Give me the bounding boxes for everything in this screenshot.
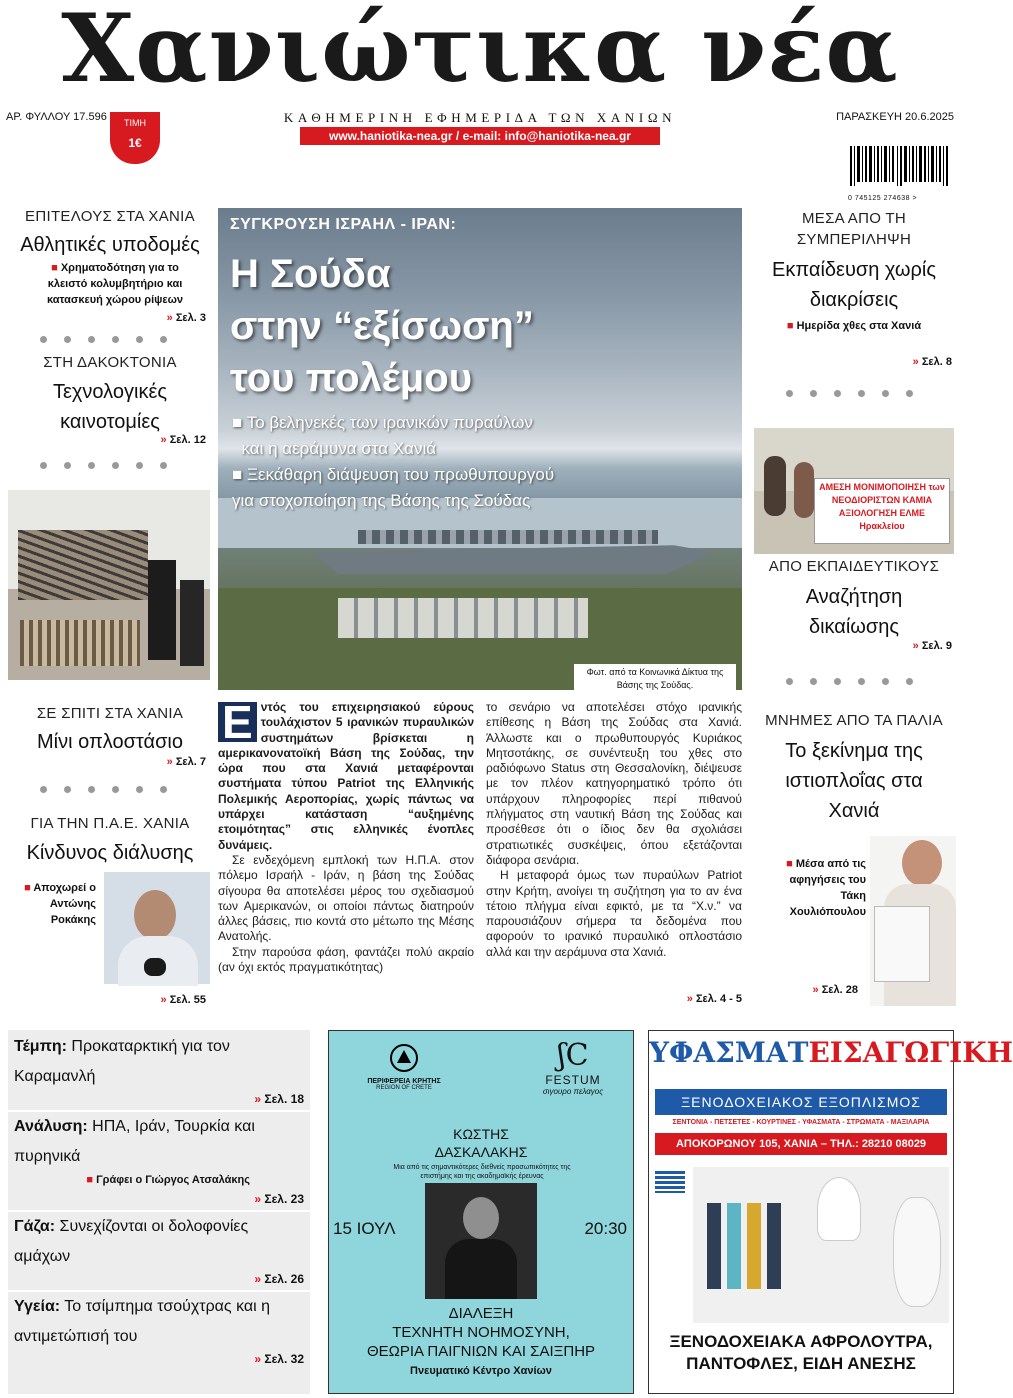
right-item-1-page[interactable]: » Σελ. 8	[912, 356, 952, 368]
left-item-1-sub: ■ Χρηματοδότηση για το κλειστό κολυμβητήριο και κατασκευή χώρου ρίψεων	[46, 262, 184, 306]
shop-products-photo	[693, 1167, 949, 1323]
price-badge	[110, 112, 160, 164]
brief-2[interactable]: Ανάλυση: ΗΠΑ, Ιράν, Τουρκία και πυρηνικά	[14, 1118, 255, 1165]
briefs-box	[8, 1030, 310, 1394]
right-item-2-title[interactable]: Αναζήτηση δικαίωσης	[805, 586, 903, 638]
brief-1-page[interactable]: » Σελ. 18	[254, 1092, 304, 1106]
contact-bar[interactable]: www.haniotika-nea.gr / e-mail: info@haniotika-nea.gr	[300, 127, 660, 145]
brief-4[interactable]: Υγεία: Το τσίμπημα τσούχτρας και η αντιμετώπισή του	[14, 1298, 271, 1345]
left-item-3-page[interactable]: » Σελ. 7	[166, 756, 206, 768]
brief-3[interactable]: Γάζα: Συνεχίζονται οι δολοφονίες αμάχων	[14, 1218, 249, 1265]
event-type: ΔΙΑΛΕΞΗ	[448, 1305, 514, 1322]
greek-flag-icon	[655, 1171, 685, 1193]
tagline: ΚΑΘΗΜΕΡΙΝΗ ΕΦΗΜΕΡΙΔΑ ΤΩΝ ΧΑΝΙΩΝ	[283, 110, 677, 125]
left-item-4-sub: ■ Αποχωρεί ο Αντώνης Ροκάκης	[24, 882, 96, 926]
separator-dots	[786, 678, 913, 685]
speaker-desc: Μια από τις σημαντικότερες διεθνείς προσωπικότητες της επιστήμης και της ακαδημαϊκής έρευνας	[393, 1164, 571, 1180]
right-item-3-sub: ■ Μέσα από τις αφηγήσεις του Τάκη Χουλιόπουλου	[786, 858, 866, 918]
barcode	[848, 146, 956, 200]
separator-dots	[40, 462, 167, 469]
brief-3-page[interactable]: » Σελ. 26	[254, 1272, 304, 1286]
left-item-4-title[interactable]: Κίνδυνος διάλυσης	[26, 842, 194, 864]
newspaper-title: Χανιώτικα νέα	[61, 0, 899, 104]
protest-photo	[754, 428, 954, 554]
emblem-icon	[389, 1043, 419, 1073]
issue-date: ΠΑΡΑΣΚΕΥΗ 20.6.2025	[836, 111, 954, 123]
left-item-1-title[interactable]: Αθλητικές υποδομές	[20, 234, 200, 256]
issue-number: ΑΡ. ΦΥΛΛΟΥ 17.596	[6, 111, 107, 123]
right-item-2-page[interactable]: » Σελ. 9	[912, 640, 952, 652]
right-item-3-page[interactable]: » Σελ. 28	[812, 984, 858, 996]
left-item-3-title[interactable]: Μίνι οπλοστάσιο	[37, 731, 183, 753]
shop-brand: ΥΦΑΣΜΑΤΕΙΣΑΓΩΓΙΚΗ	[649, 1036, 1013, 1069]
brief-4-page[interactable]: » Σελ. 32	[254, 1352, 304, 1366]
speaker-name: ΚΩΣΤΗΣ ΔΑΣΚΑΛΑΚΗΣ	[434, 1126, 528, 1160]
brief-2-page[interactable]: » Σελ. 23	[254, 1192, 304, 1206]
price-value: 1€	[128, 136, 142, 150]
shop-line1: ΞΕΝΟΔΟΧΕΙΑΚΟΣ ΕΞΟΠΛΙΣΜΟΣ	[655, 1089, 947, 1115]
lead-column-1: Ε ντός του επιχειρησιακού εύρους τουλάχιστον 5 ιρανικών πυραυλικών συστημάτων βρίσκεται η αμερικανονατοϊκή Βάση της Σούδας, την ώρα που στα Χανιά μεταφέρονται συστήματα τύπου Patriot της Ελληνικής Πολεμικής Αεροπορίας, χωρίς πάντως να υπάρχει κατάσταση “αυξημένης ετοιμότητας” στις ελληνικές ένοπλες δυνάμεις. Σε ενδεχόμενη εμπλοκή των Η.Π.Α. στον πόλεμο Ισραήλ - Ιράν, η βάση της Σούδας σίγουρα θα αποτελέσει μέρος του σχεδιασμού των Αμερικανών, οι οποίοι πάντως διατηρούν άλλες βάσεις, πιο κοντά στο μέτωπο της Μέσης Ανατολής. Στην παρούσα φάση, φαντάζει πολύ ακραίο (αν όχι εκτός πραγματικότητας)	[218, 696, 474, 975]
speaker-photo	[425, 1183, 537, 1299]
left-item-1-section: ΕΠΙΤΕΛΟΥΣ ΣΤΑ ΧΑΝΙΑ	[25, 208, 195, 225]
event-date: 15 ΙΟΥΛ	[333, 1219, 396, 1238]
right-item-1-sub: ■ Ημερίδα χθες στα Χανιά	[786, 320, 922, 332]
region-logo: ΠΕΡΙΦΕΡΕΙΑ ΚΡΗΤΗΣ REGION OF CRETE	[359, 1043, 449, 1091]
event-venue: Πνευματικό Κέντρο Χανίων	[410, 1365, 552, 1377]
event-time: 20:30	[584, 1219, 627, 1238]
left-item-2-section: ΣΤΗ ΔΑΚΟΚΤΟΝΙΑ	[43, 354, 177, 371]
left-item-3-section: ΣΕ ΣΠΙΤΙ ΣΤΑ ΧΑΝΙΑ	[36, 705, 184, 722]
festum-mark-icon: ʃC	[557, 1038, 589, 1073]
shop-ad[interactable]	[648, 1030, 1013, 1394]
left-item-1-page[interactable]: » Σελ. 3	[166, 312, 206, 324]
protest-banner: ΑΜΕΣΗ ΜΟΝΙΜΟΠΟΙΗΣΗ των ΝΕΟΔΙΟΡΙΣΤΩΝ ΚΑΜΙΑ ΑΞΙΟΛΟΓΗΣΗ ΕΛΜΕ Ηρακλείου	[814, 478, 950, 544]
shop-line2: ΣΕΝΤΟΝΙΑ - ΠΕΤΣΕΤΕΣ - ΚΟΥΡΤΙΝΕΣ - ΥΦΑΣΜΑΤΑ - ΣΤΡΩΜΑΤΑ - ΜΑΞΙΛΑΡΙΑ	[672, 1119, 930, 1126]
weapons-photo	[8, 490, 210, 680]
left-item-4-page[interactable]: » Σελ. 55	[160, 994, 206, 1006]
barcode-icon	[848, 146, 956, 190]
right-item-3-section: ΜΝΗΜΕΣ ΑΠΟ ΤΑ ΠΑΛΙΑ	[765, 712, 943, 729]
lead-column-2: το σενάριο να αποτελέσει στόχο ιρανικής επίθεσης η Βάση της Σούδας στα Χανιά. Άλλωστε και ο πρωθυπουργός Κυριάκος Μητσοτάκης, σε συνέντευξη του χθες στο ραδιόφωνο Status στη Θεσσαλονίκη, διέψευσε με τον πλέον κατηγορηματικό τρόπο ότι υπάρχουν πληροφορίες περί πιθανού πλήγματος στη ναυτική Βάση της Σούδας και προσέθεσε ότι ο ίδιος δεν θα σχολιάσει στρατιωτικές συσκέψεις, όπου εξετάζονται διάφορα σενάρια. Η μεταφορά όμως των πυραύλων Patriot στην Κρήτη, ανοίγει τη συζήτηση για το αν ένα τέτοιο πλήγμα είναι εφικτό, με τα “Χ.ν.” να παρουσιάζουν σήμερα τα δεδομένα που αφορούν το ιρανικό πυραυλικό οπλοστάσιο αλλά και την αεράμυνα στα Χανιά.	[486, 700, 742, 959]
barcode-number: 0 745125 274638 >	[848, 195, 918, 202]
right-item-1-title[interactable]: Εκπαίδευση χωρίς διακρίσεις	[772, 259, 936, 311]
separator-dots	[40, 336, 167, 343]
shop-address: ΑΠΟΚΟΡΩΝΟΥ 105, ΧΑΝΙΑ – ΤΗΛ.: 28210 08029	[655, 1133, 947, 1155]
event-topic: ΤΕΧΝΗΤΗ ΝΟΗΜΟΣΥΝΗ, ΘΕΩΡΙΑ ΠΑΙΓΝΙΩΝ ΚΑΙ ΣΑΙΞΠΗΡ	[366, 1324, 596, 1360]
houliopoulos-photo	[870, 836, 956, 1006]
right-item-3-title[interactable]: Το ξεκίνημα της ιστιοπλοΐας στα Χανιά	[785, 740, 923, 822]
rokakis-photo	[104, 872, 210, 984]
brief-1[interactable]: Τέμπη: Προκαταρκτική για τον Καραμανλή	[14, 1038, 230, 1085]
lead-title[interactable]: Η Σούδα στην “εξίσωση” του πολέμου	[230, 252, 534, 400]
left-item-2-title[interactable]: Τεχνολογικές καινοτομίες	[53, 381, 167, 433]
left-item-2-page[interactable]: » Σελ. 12	[160, 434, 206, 446]
right-item-2-section: ΑΠΟ ΕΚΠΑΙΔΕΥΤΙΚΟΥΣ	[768, 558, 940, 575]
lead-subheads: ■ Το βεληνεκές των ιρανικών πυραύλων και η αεράμυνα στα Χανιά ■ Ξεκάθαρη διάψευση του πρωθυπουργού για στοχοποίηση της Βάσης της Σούδας	[232, 413, 555, 510]
festival-ad[interactable]	[328, 1030, 634, 1394]
lead-page[interactable]: » Σελ. 4 - 5	[686, 993, 742, 1005]
price-label: ΤΙΜΗ	[124, 118, 146, 128]
lead-photo-caption: Φωτ. από τα Κοινωνικά Δίκτυα της Βάσης της Σούδας.	[574, 664, 736, 694]
shop-bottom: ΞΕΝΟΔΟΧΕΙΑΚΑ ΑΦΡΟΛΟΥΤΡΑ, ΠΑΝΤΟΦΛΕΣ, ΕΙΔΗ ΑΝΕΣΗΣ	[669, 1332, 933, 1373]
separator-dots	[40, 786, 167, 793]
separator-dots	[786, 390, 913, 397]
right-item-1-section: ΜΕΣΑ ΑΠΟ ΤΗ ΣΥΜΠΕΡΙΛΗΨΗ	[796, 210, 912, 248]
festum-logo: ʃC FESTUM σιγουρο πελαγος	[525, 1039, 621, 1096]
lead-kicker: ΣΥΓΚΡΟΥΣΗ ΙΣΡΑΗΛ - ΙΡΑΝ:	[230, 216, 457, 233]
brief-2-sub: ■ Γράφει ο Γιώργος Ατσαλάκης	[86, 1174, 250, 1186]
left-item-4-section: ΓΙΑ ΤΗΝ Π.Α.Ε. ΧΑΝΙΑ	[30, 815, 190, 832]
dropcap: Ε	[218, 702, 257, 742]
